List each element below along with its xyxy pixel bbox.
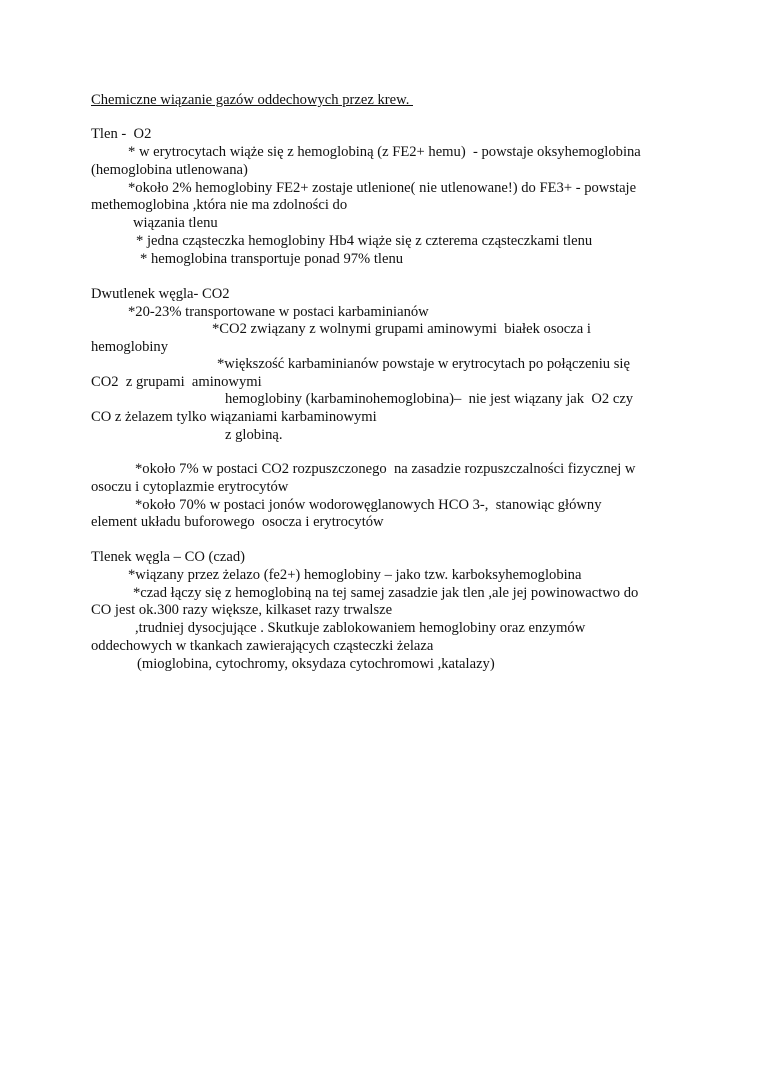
paragraph-line: *CO2 związany z wolnymi grupami aminowymi białek osocza i bbox=[212, 321, 591, 337]
paragraph-line: * w erytrocytach wiąże się z hemoglobiną (z FE2+ hemu) - powstaje oksyhemoglobina bbox=[128, 144, 641, 160]
paragraph-line: hemoglobiny bbox=[91, 339, 169, 355]
section-heading-co: Tlenek węgla – CO (czad) bbox=[91, 549, 245, 565]
paragraph-line: wiązania tlenu bbox=[133, 215, 218, 231]
paragraph-line: ,trudniej dysocjujące . Skutkuje zablokowaniem hemoglobiny oraz enzymów bbox=[135, 620, 586, 636]
paragraph-line: oddechowych w tkankach zawierających cząsteczki żelaza bbox=[91, 638, 434, 654]
paragraph-line: CO2 z grupami aminowymi bbox=[91, 374, 262, 390]
paragraph-line: * hemoglobina transportuje ponad 97% tlenu bbox=[140, 251, 404, 267]
paragraph-line: *około 2% hemoglobiny FE2+ zostaje utlenione( nie utlenowane!) do FE3+ - powstaje bbox=[128, 180, 637, 196]
document-title: Chemiczne wiązanie gazów oddechowych przez krew. bbox=[91, 92, 413, 108]
paragraph-line: *około 70% w postaci jonów wodorowęglanowych HCO 3-, stanowiąc główny bbox=[135, 497, 602, 513]
paragraph-line: CO z żelazem tylko wiązaniami karbaminowymi bbox=[91, 409, 377, 425]
paragraph-line: *większość karbaminianów powstaje w erytrocytach po połączeniu się bbox=[217, 356, 630, 372]
paragraph-line: *około 7% w postaci CO2 rozpuszczonego na zasadzie rozpuszczalności fizycznej w bbox=[135, 461, 636, 477]
paragraph-line: (mioglobina, cytochromy, oksydaza cytochromowi ,katalazy) bbox=[137, 656, 495, 672]
section-heading-co2: Dwutlenek węgla- CO2 bbox=[91, 286, 230, 302]
paragraph-line: z globiną. bbox=[225, 427, 283, 443]
paragraph-line: * jedna cząsteczka hemoglobiny Hb4 wiąże się z czterema cząsteczkami tlenu bbox=[136, 233, 593, 249]
paragraph-line: *czad łączy się z hemoglobiną na tej samej zasadzie jak tlen ,ale jej powinowactwo do bbox=[133, 585, 639, 601]
paragraph-line: (hemoglobina utlenowana) bbox=[91, 162, 248, 178]
paragraph-line: element układu buforowego osocza i erytrocytów bbox=[91, 514, 384, 530]
paragraph-line: hemoglobiny (karbaminohemoglobina)– nie jest wiązany jak O2 czy bbox=[225, 391, 634, 407]
paragraph-line: osoczu i cytoplazmie erytrocytów bbox=[91, 479, 289, 495]
paragraph-line: *wiązany przez żelazo (fe2+) hemoglobiny – jako tzw. karboksyhemoglobina bbox=[128, 567, 582, 583]
paragraph-line: methemoglobina ,która nie ma zdolności do bbox=[91, 197, 348, 213]
section-heading-oxygen: Tlen - O2 bbox=[91, 126, 152, 142]
paragraph-line: CO jest ok.300 razy większe, kilkaset razy trwalsze bbox=[91, 602, 393, 618]
paragraph-line: *20-23% transportowane w postaci karbaminianów bbox=[128, 304, 429, 320]
